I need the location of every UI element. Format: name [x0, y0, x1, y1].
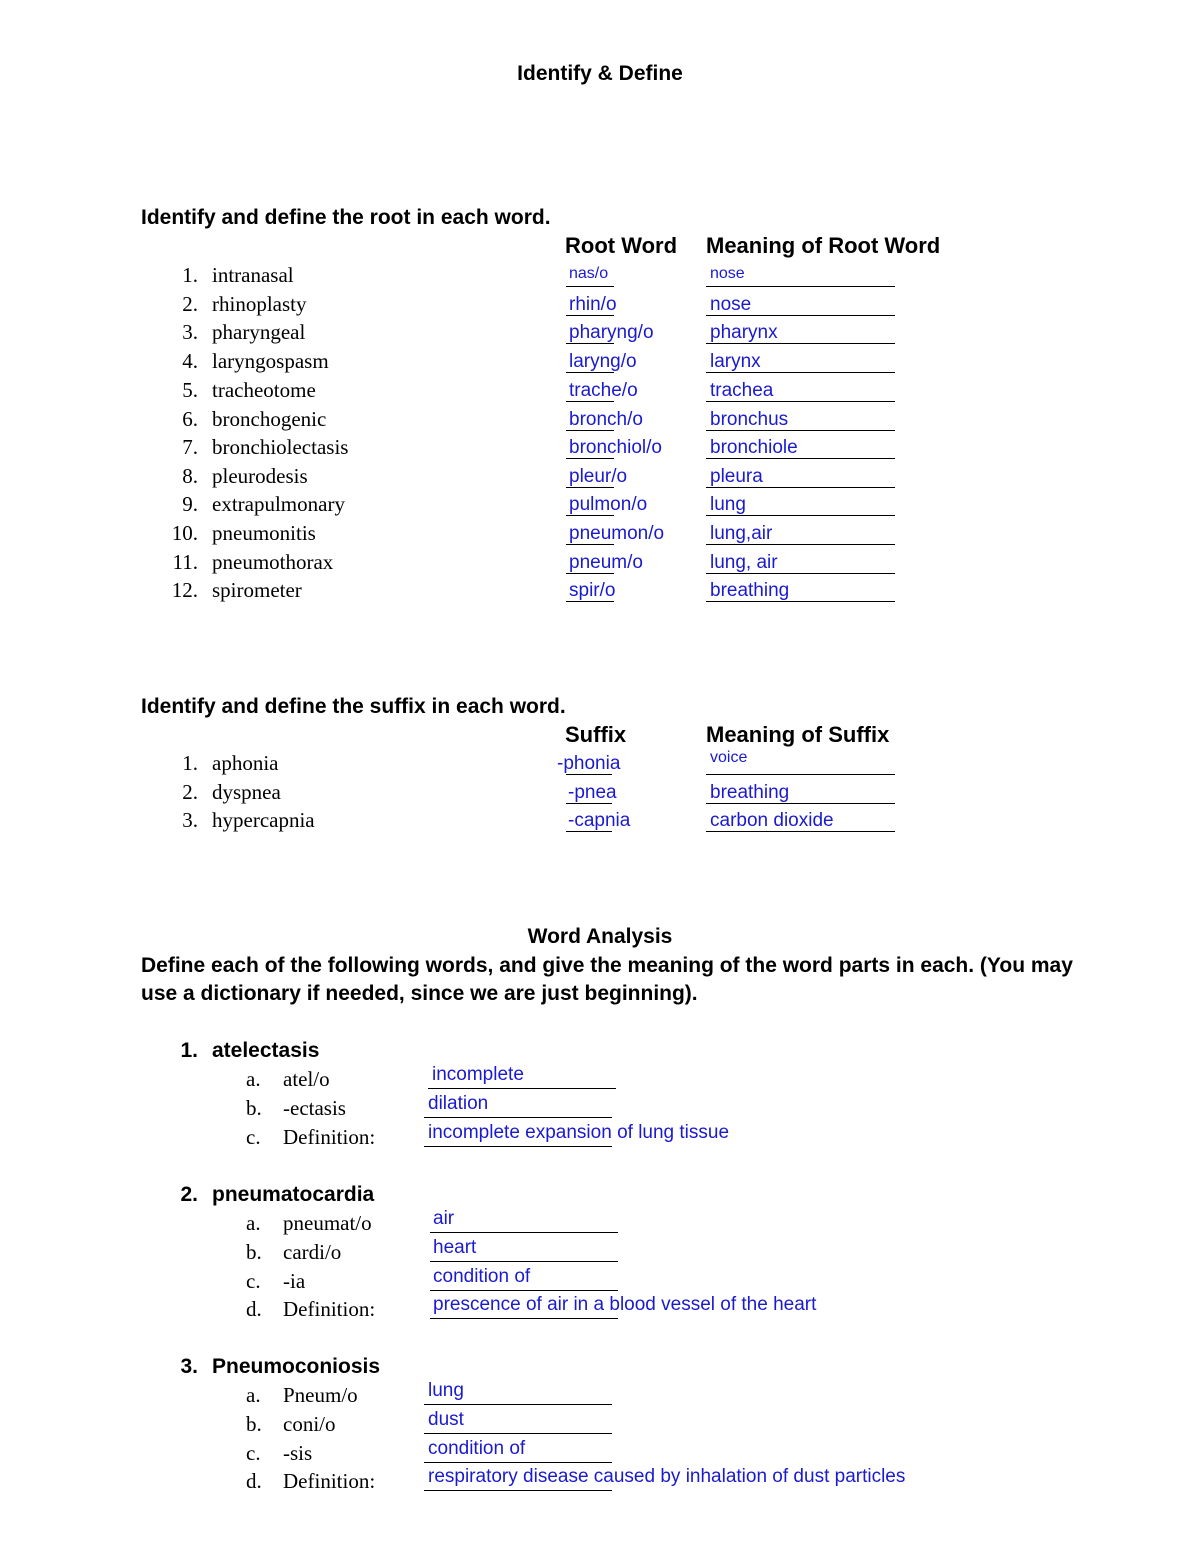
- analysis-part-label: -ectasis: [283, 1096, 346, 1120]
- root-answer[interactable]: pneum/o: [569, 552, 643, 573]
- root-instruction: Identify and define the root in each word.: [141, 206, 551, 229]
- root-answer-line: [566, 544, 614, 545]
- root-answer-line: [566, 315, 614, 316]
- analysis-answer-line: [430, 1261, 618, 1262]
- root-answer[interactable]: pulmon/o: [569, 494, 648, 515]
- suffix-instruction: Identify and define the suffix in each word.: [141, 695, 566, 718]
- analysis-heading: Word Analysis: [527, 925, 673, 948]
- analysis-part-answer[interactable]: condition of: [428, 1438, 526, 1459]
- root-meaning-line: [706, 430, 895, 431]
- root-meaning-line: [706, 573, 895, 574]
- root-item-word: pleurodesis: [212, 464, 308, 488]
- analysis-part-label: cardi/o: [283, 1240, 342, 1264]
- analysis-part-letter: c.: [246, 1441, 261, 1465]
- root-item-word: extrapulmonary: [212, 492, 345, 516]
- root-item-word: tracheotome: [212, 378, 316, 402]
- analysis-answer-line: [424, 1490, 612, 1491]
- analysis-part-answer[interactable]: lung: [428, 1380, 464, 1401]
- root-item-number: 9.: [182, 492, 198, 516]
- root-item-word: spirometer: [212, 578, 302, 602]
- root-meaning-answer[interactable]: trachea: [710, 380, 774, 401]
- root-item-number: 2.: [182, 292, 198, 316]
- analysis-part-letter: d.: [246, 1469, 262, 1493]
- analysis-word: Pneumoconiosis: [212, 1355, 381, 1378]
- root-answer-line: [566, 601, 614, 602]
- root-answer-line: [566, 515, 614, 516]
- root-meaning-line: [706, 487, 895, 488]
- analysis-word-number: 3.: [180, 1355, 198, 1378]
- suffix-item-word: dyspnea: [212, 780, 281, 804]
- root-answer-line: [566, 458, 614, 459]
- root-answer[interactable]: pleur/o: [569, 466, 628, 487]
- analysis-answer-line: [430, 1232, 618, 1233]
- analysis-answer-line: [424, 1404, 612, 1405]
- analysis-part-letter: b.: [246, 1412, 262, 1436]
- suffix-meaning-line: [706, 774, 895, 775]
- root-meaning-line: [706, 343, 895, 344]
- root-meaning-answer[interactable]: pleura: [710, 466, 763, 487]
- suffix-answer[interactable]: -pnea: [568, 782, 617, 803]
- root-answer[interactable]: rhin/o: [569, 294, 617, 315]
- suffix-meaning-answer[interactable]: carbon dioxide: [710, 810, 834, 831]
- root-answer[interactable]: pharyng/o: [569, 322, 654, 343]
- root-answer-line: [566, 401, 614, 402]
- root-meaning-answer[interactable]: nose: [710, 294, 752, 315]
- root-item-word: pneumonitis: [212, 521, 316, 545]
- root-answer[interactable]: pneumon/o: [569, 523, 665, 544]
- root-meaning-answer[interactable]: lung: [710, 494, 746, 515]
- root-word-header: Root Word: [565, 233, 678, 258]
- analysis-part-letter: b.: [246, 1240, 262, 1264]
- analysis-part-label: atel/o: [283, 1067, 330, 1091]
- analysis-answer-line: [424, 1117, 612, 1118]
- root-meaning-line: [706, 286, 895, 287]
- root-meaning-answer[interactable]: bronchiole: [710, 437, 798, 458]
- analysis-part-answer[interactable]: dilation: [428, 1093, 489, 1114]
- root-item-number: 7.: [182, 435, 198, 459]
- suffix-meaning-answer[interactable]: breathing: [710, 782, 790, 803]
- root-answer[interactable]: nas/o: [569, 265, 609, 282]
- analysis-part-label: Definition:: [283, 1125, 376, 1149]
- suffix-answer[interactable]: -capnia: [568, 810, 631, 831]
- root-item-word: bronchiolectasis: [212, 435, 349, 459]
- root-meaning-answer[interactable]: nose: [710, 265, 745, 282]
- root-meaning-line: [706, 401, 895, 402]
- root-item-number: 1.: [182, 263, 198, 287]
- suffix-item-number: 3.: [182, 808, 198, 832]
- analysis-answer-line: [430, 1318, 618, 1319]
- root-answer[interactable]: laryng/o: [569, 351, 637, 372]
- root-meaning-line: [706, 515, 895, 516]
- root-answer[interactable]: trache/o: [569, 380, 638, 401]
- root-item-word: rhinoplasty: [212, 292, 307, 316]
- analysis-part-answer[interactable]: incomplete expansion of lung tissue: [428, 1122, 730, 1143]
- suffix-meaning-line: [706, 831, 895, 832]
- analysis-word: atelectasis: [212, 1039, 320, 1062]
- root-answer[interactable]: bronchiol/o: [569, 437, 662, 458]
- analysis-part-label: coni/o: [283, 1412, 336, 1436]
- root-item-word: laryngospasm: [212, 349, 329, 373]
- suffix-meaning-line: [706, 803, 895, 804]
- analysis-part-letter: a.: [246, 1067, 261, 1091]
- analysis-answer-line: [424, 1433, 612, 1434]
- root-answer-line: [566, 343, 614, 344]
- root-meaning-line: [706, 544, 895, 545]
- analysis-answer-line: [430, 1290, 618, 1291]
- root-meaning-answer[interactable]: lung,air: [710, 523, 773, 544]
- root-item-number: 6.: [182, 407, 198, 431]
- analysis-word: pneumatocardia: [212, 1183, 375, 1206]
- root-meaning-line: [706, 315, 895, 316]
- root-meaning-header: Meaning of Root Word: [706, 233, 941, 258]
- analysis-part-letter: c.: [246, 1125, 261, 1149]
- analysis-part-label: Pneum/o: [283, 1383, 358, 1407]
- analysis-part-letter: a.: [246, 1211, 261, 1235]
- root-meaning-answer[interactable]: lung, air: [710, 552, 778, 573]
- analysis-part-label: -sis: [283, 1441, 313, 1465]
- analysis-part-letter: c.: [246, 1269, 261, 1293]
- root-meaning-answer[interactable]: larynx: [710, 351, 761, 372]
- suffix-header: Suffix: [565, 722, 627, 747]
- analysis-part-answer[interactable]: dust: [428, 1409, 464, 1430]
- analysis-answer-line: [424, 1462, 612, 1463]
- analysis-part-label: Definition:: [283, 1469, 376, 1493]
- root-meaning-line: [706, 601, 895, 602]
- analysis-answer-line: [428, 1088, 616, 1089]
- root-item-number: 3.: [182, 320, 198, 344]
- analysis-part-letter: a.: [246, 1383, 261, 1407]
- suffix-answer-line: [566, 803, 612, 804]
- analysis-instruction-line1: Define each of the following words, and give the meaning of the word parts in each. (You may: [141, 954, 1073, 977]
- root-item-word: bronchogenic: [212, 407, 327, 431]
- analysis-word-number: 2.: [180, 1183, 198, 1206]
- root-answer-line: [566, 573, 614, 574]
- root-item-number: 5.: [182, 378, 198, 402]
- root-answer-line: [566, 286, 614, 287]
- analysis-part-answer[interactable]: prescence of air in a blood vessel of the heart: [433, 1294, 817, 1315]
- root-item-number: 12.: [171, 578, 198, 602]
- root-item-word: pneumothorax: [212, 550, 334, 574]
- analysis-part-letter: d.: [246, 1297, 262, 1321]
- analysis-part-answer[interactable]: incomplete: [432, 1064, 524, 1085]
- root-item-number: 8.: [182, 464, 198, 488]
- suffix-item-number: 2.: [182, 780, 198, 804]
- root-meaning-answer[interactable]: bronchus: [710, 409, 789, 430]
- root-meaning-answer[interactable]: breathing: [710, 580, 790, 601]
- root-meaning-line: [706, 458, 895, 459]
- root-answer-line: [566, 372, 614, 373]
- analysis-part-label: pneumat/o: [283, 1211, 372, 1235]
- suffix-meaning-answer[interactable]: voice: [710, 749, 748, 766]
- analysis-part-label: Definition:: [283, 1297, 376, 1321]
- analysis-instruction-line2: use a dictionary if needed, since we are just beginning).: [141, 982, 698, 1005]
- analysis-part-label: -ia: [283, 1269, 306, 1293]
- analysis-word-number: 1.: [180, 1039, 198, 1062]
- suffix-item-word: hypercapnia: [212, 808, 315, 832]
- root-item-word: pharyngeal: [212, 320, 306, 344]
- suffix-item-number: 1.: [182, 751, 198, 775]
- root-answer-line: [566, 487, 614, 488]
- analysis-part-answer[interactable]: respiratory disease caused by inhalation of dust particles: [428, 1466, 906, 1487]
- root-answer[interactable]: spir/o: [569, 580, 616, 601]
- analysis-part-answer[interactable]: condition of: [433, 1266, 531, 1287]
- root-answer-line: [566, 430, 614, 431]
- suffix-answer-line: [566, 831, 612, 832]
- analysis-answer-line: [424, 1146, 612, 1147]
- suffix-meaning-header: Meaning of Suffix: [706, 722, 890, 747]
- suffix-item-word: aphonia: [212, 751, 279, 775]
- analysis-part-letter: b.: [246, 1096, 262, 1120]
- root-item-number: 4.: [182, 349, 198, 373]
- suffix-answer[interactable]: -phonia: [557, 753, 621, 774]
- root-meaning-line: [706, 372, 895, 373]
- analysis-part-answer[interactable]: air: [433, 1208, 455, 1229]
- root-meaning-answer[interactable]: pharynx: [710, 322, 778, 343]
- root-item-number: 11.: [172, 550, 198, 574]
- root-item-word: intranasal: [212, 263, 294, 287]
- root-answer[interactable]: bronch/o: [569, 409, 643, 430]
- root-item-number: 10.: [171, 521, 198, 545]
- suffix-answer-line: [566, 774, 612, 775]
- analysis-part-answer[interactable]: heart: [433, 1237, 477, 1258]
- page-title: Identify & Define: [517, 62, 683, 85]
